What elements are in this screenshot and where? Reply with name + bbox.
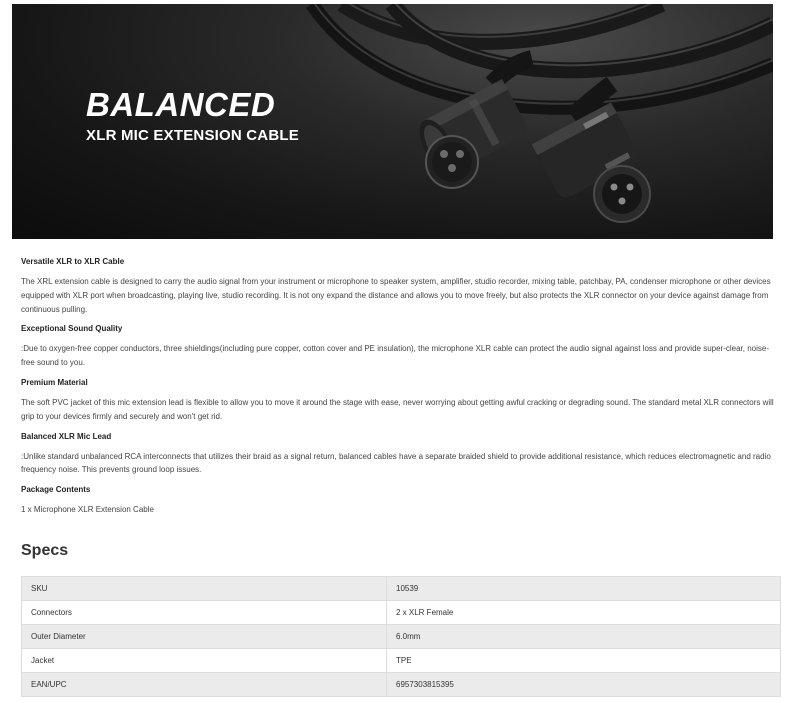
spec-label: Jacket	[22, 649, 387, 673]
spec-label: Outer Diameter	[22, 625, 387, 649]
description-section	[21, 376, 781, 424]
spec-value: 10539	[387, 577, 781, 601]
table-row	[22, 601, 781, 625]
spec-value: TPE	[387, 649, 781, 673]
product-banner	[12, 4, 773, 239]
description-section	[21, 483, 781, 517]
table-row	[22, 673, 781, 697]
table-row	[22, 625, 781, 649]
banner-title: BALANCED	[86, 86, 276, 123]
description-section	[21, 322, 781, 370]
spec-label: SKU	[22, 577, 387, 601]
section-heading: Versatile XLR to XLR Cable	[21, 257, 125, 266]
section-text: 1 x Microphone XLR Extension Cable	[21, 505, 154, 515]
section-heading: Package Contents	[21, 485, 91, 495]
description-section	[21, 255, 781, 316]
table-row	[22, 649, 781, 673]
spec-value: 2 x XLR Female	[387, 601, 781, 625]
section-heading: Balanced XLR Mic Lead	[21, 431, 112, 441]
section-text: The XRL extension cable is designed to carry the audio signal from your instrument or microphone to speaker system, amplifier, studio recorder, mixing table, patchbay, PA, condenser microphone or other devices equipped with XLR port when broadcasting, playing live, studio recording. It is not ony expand the distance and allows you to move freely, but also protects the XLR connector on your device against damage from continuous pulling.	[21, 277, 771, 314]
specs-title: Specs	[21, 542, 69, 559]
spec-value: 6957303815395	[387, 673, 781, 697]
table-row	[22, 577, 781, 601]
product-description	[21, 255, 781, 517]
section-text: :Due to oxygen-free copper conductors, three shieldings(including pure copper, cotton cover and PE insulation), the microphone XLR cable can protect the audio signal against loss and provide super-clear, noise-free sound to you.	[21, 344, 769, 368]
banner-subtitle: XLR MIC EXTENSION CABLE	[86, 127, 299, 144]
description-section	[21, 430, 781, 478]
spec-label: EAN/UPC	[22, 673, 387, 697]
section-text: :Unlike standard unbalanced RCA interconnects that utilizes their braid as a signal return, balanced cables have a separate braided shield to provide additional resistance, which reduces electromagnetic and radio frequency noise. This prevents ground loop issues.	[21, 451, 771, 475]
section-heading: Exceptional Sound Quality	[21, 324, 123, 334]
section-text: The soft PVC jacket of this mic extension lead is flexible to allow you to move it around the stage with ease, never worrying about getting awful cracking or degrading sound. The standard metal XLR connectors will grip to your devices firmly and securely and won't get rid.	[21, 397, 774, 421]
section-heading: Premium Material	[21, 377, 88, 387]
specs-table	[21, 576, 781, 697]
spec-value: 6.0mm	[387, 625, 781, 649]
spec-label: Connectors	[22, 601, 387, 625]
